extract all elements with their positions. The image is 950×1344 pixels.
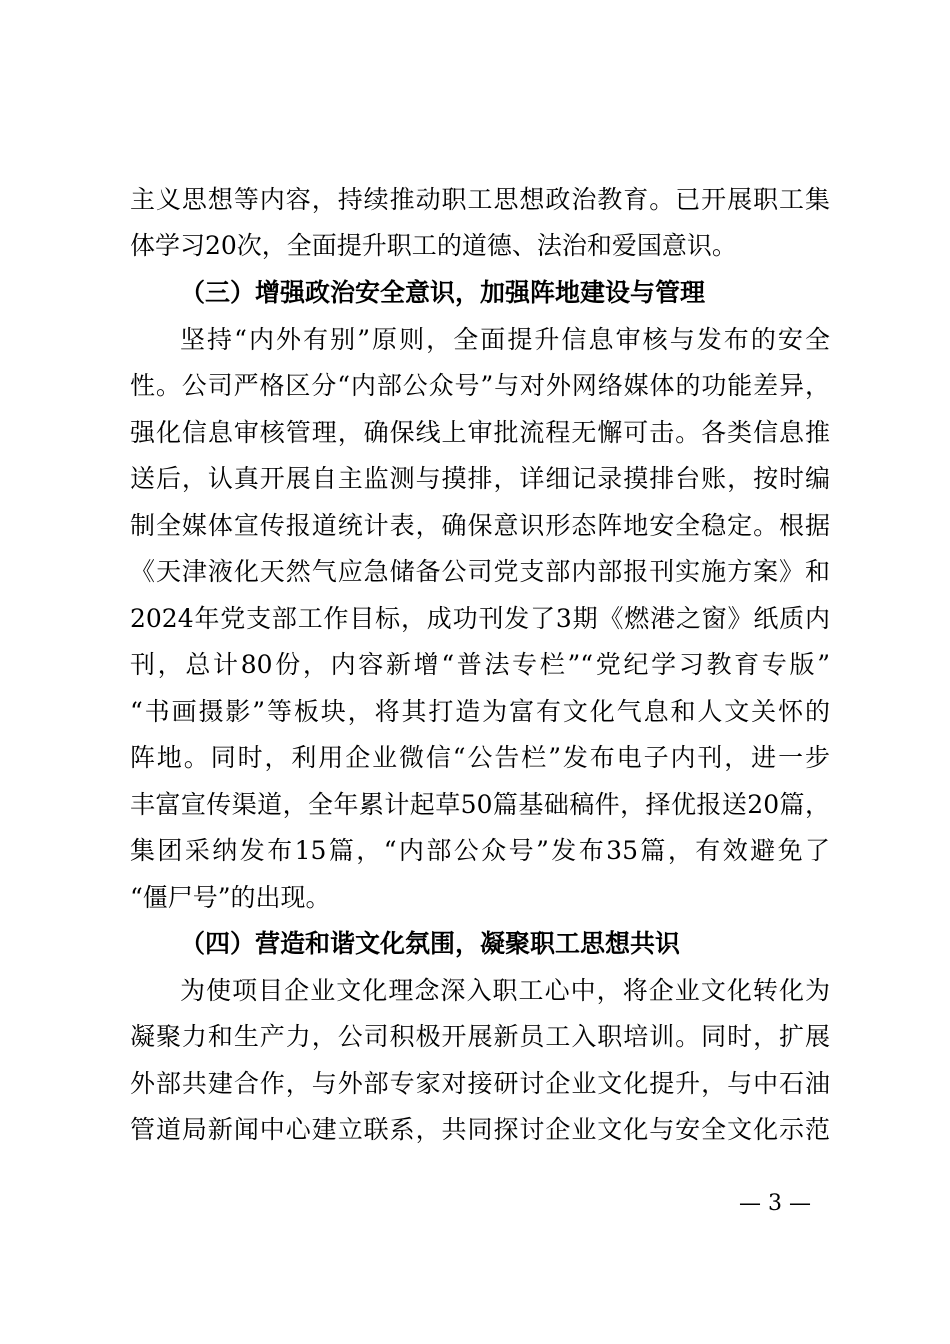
body-line: 2024年党支部工作目标，成功刊发了3期《燃港之窗》纸质内: [130, 604, 830, 633]
body-line: “僵尸号”的出现。: [130, 883, 331, 912]
body-line: 坚持“内外有别”原则，全面提升信息审核与发布的安全: [180, 325, 830, 354]
section-heading-4: （四）营造和谐文化氛围，凝聚职工思想共识: [180, 929, 681, 958]
body-line: 管道局新闻中心建立联系，共同探讨企业文化与安全文化示范: [130, 1115, 830, 1144]
body-line: 主义思想等内容，持续推动职工思想政治教育。已开展职工集: [130, 185, 830, 214]
body-line: 丰富宣传渠道，全年累计起草50篇基础稿件，择优报送20篇，: [130, 790, 830, 819]
body-line: 强化信息审核管理，确保线上审批流程无懈可击。各类信息推: [130, 418, 830, 447]
body-line: 阵地。同时，利用企业微信“公告栏”发布电子内刊，进一步: [130, 743, 830, 772]
body-line: 集团采纳发布15篇，“内部公众号”发布35篇，有效避免了: [130, 836, 830, 865]
body-line: 体学习20次，全面提升职工的道德、法治和爱国意识。: [130, 231, 737, 260]
body-line: “书画摄影”等板块，将其打造为富有文化气息和人文关怀的: [130, 697, 830, 726]
body-line: 凝聚力和生产力，公司积极开展新员工入职培训。同时，扩展: [130, 1022, 830, 1051]
body-line: 送后，认真开展自主监测与摸排，详细记录摸排台账，按时编: [130, 464, 830, 493]
body-line: 《天津液化天然气应急储备公司党支部内部报刊实施方案》和: [130, 557, 830, 586]
body-line: 性。公司严格区分“内部公众号”与对外网络媒体的功能差异，: [130, 371, 830, 400]
page-number: — 3 —: [739, 1191, 811, 1216]
body-line: 刊，总计80份，内容新增“普法专栏”“党纪学习教育专版”: [130, 650, 830, 679]
section-heading-3: （三）增强政治安全意识，加强阵地建设与管理: [180, 278, 706, 307]
body-line: 外部共建合作，与外部专家对接研讨企业文化提升，与中石油: [130, 1069, 830, 1098]
body-line: 为使项目企业文化理念深入职工心中，将企业文化转化为: [180, 976, 830, 1005]
body-line: 制全媒体宣传报道统计表，确保意识形态阵地安全稳定。根据: [130, 511, 830, 540]
